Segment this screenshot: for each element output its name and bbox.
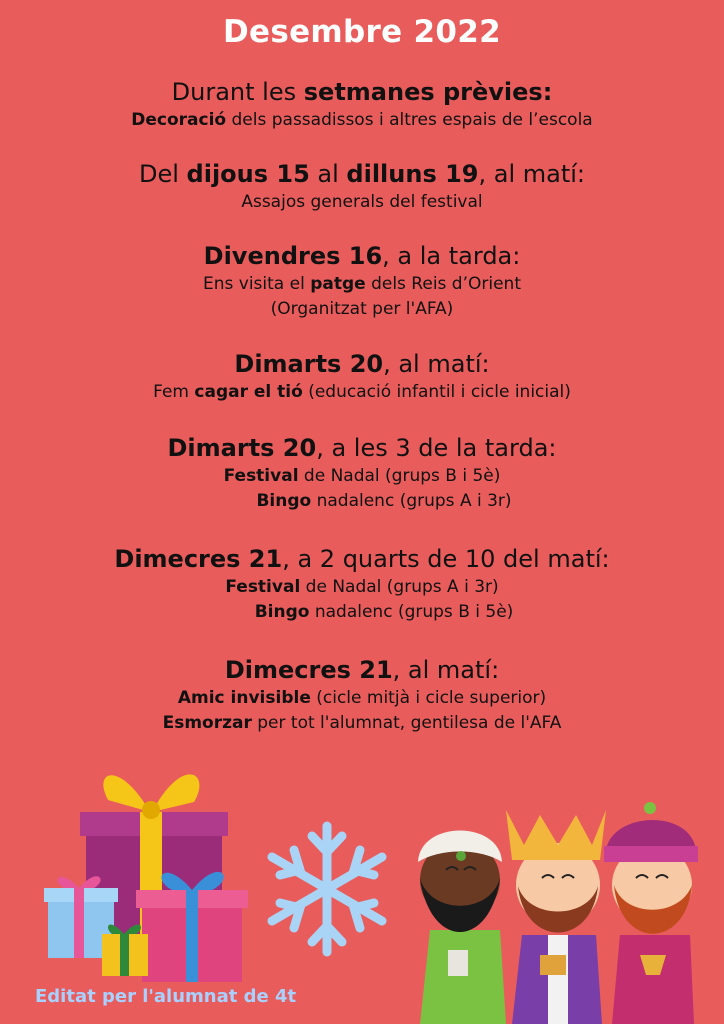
section-line: Ens visita el patge dels Reis d’Orient — [202, 274, 521, 294]
section-line: (Organitzat per l'AFA) — [270, 299, 454, 319]
section-heading: Del dijous 15 al dilluns 19, al matí: — [138, 160, 586, 188]
three-kings-icon — [418, 802, 698, 1024]
section-line: Bingo nadalenc (grups A i 3r) — [256, 491, 512, 511]
section-line: Esmorzar per tot l'alumnat, gentilesa de l'AFA — [162, 713, 562, 733]
section-line: Festival de Nadal (grups A i 3r) — [225, 577, 499, 597]
credit-text: Editat per l'alumnat de 4t — [35, 986, 297, 1007]
section-line: Festival de Nadal (grups B i 5è) — [223, 466, 501, 486]
section-line: Bingo nadalenc (grups B i 5è) — [254, 602, 514, 622]
section-line: Decoració dels passadissos i altres espais de l’escola — [131, 110, 593, 130]
section-line: Amic invisible (cicle mitjà i cicle superior) — [177, 688, 547, 708]
section-heading: Dimecres 21, a 2 quarts de 10 del matí: — [114, 545, 610, 573]
section-line: Fem cagar el tió (educació infantil i cicle inicial) — [153, 382, 571, 402]
section-heading: Dimarts 20, a les 3 de la tarda: — [167, 434, 557, 462]
page-title: Desembre 2022 — [222, 14, 501, 50]
gift-boxes-icon — [44, 774, 248, 982]
section-heading: Dimarts 20, al matí: — [234, 350, 490, 378]
section-heading: Dimecres 21, al matí: — [224, 656, 500, 684]
snowflake-icon — [272, 826, 382, 952]
section-heading: Durant les setmanes prèvies: — [171, 78, 553, 106]
section-line: Assajos generals del festival — [241, 192, 483, 212]
section-heading: Divendres 16, a la tarda: — [203, 242, 521, 270]
